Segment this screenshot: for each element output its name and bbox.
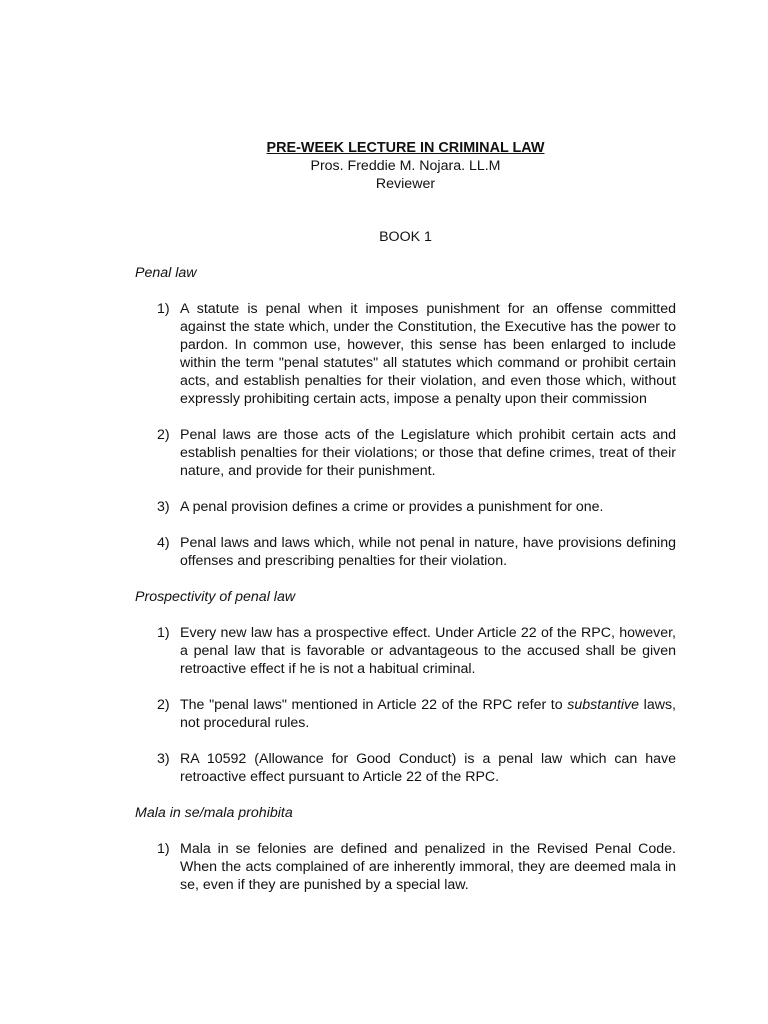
list-text-part: laws, not procedural rules. (180, 697, 676, 731)
list-number: 2) (157, 427, 170, 443)
document-author: Pros. Freddie M. Nojara. LL.M (310, 158, 501, 174)
section-heading-mala-in-se: Mala in se/mala prohibita (135, 805, 293, 821)
list-number: 1) (157, 625, 170, 641)
list-text: RA 10592 (Allowance for Good Conduct) is a penal law which can have retroactive effect pursuant to Article 22 of the RPC. (180, 751, 676, 785)
list-text: Mala in se felonies are defined and penalized in the Revised Penal Code. When the acts complained of are inherently immoral, they are deemed mala in se, even if they are punished by a special law. (180, 841, 676, 893)
list-text (180, 696, 676, 732)
list-text: A statute is penal when it imposes punishment for an offense committed against the state which, under the Constitution, the Executive has the power to pardon. In common use, however, this sense has been enlarged to include within the term "penal statutes" all statutes which command or prohibit certain acts, and establish penalties for their violation, and even those which, without expressly prohibiting certain acts, impose a penalty upon their commission (180, 301, 676, 407)
list-number: 3) (157, 499, 170, 515)
book-heading: BOOK 1 (379, 229, 432, 245)
list-text: Penal laws are those acts of the Legislature which prohibit certain acts and establish penalties for their violations; or those that define crimes, treat of their nature, and provide for their punishment. (180, 427, 676, 479)
list-text-part: The "penal laws" mentioned in Article 22 of the RPC refer to (180, 697, 568, 713)
list-text: Penal laws and laws which, while not penal in nature, have provisions defining offenses and prescribing penalties for their violation. (180, 535, 676, 569)
list-text: Every new law has a prospective effect. Under Article 22 of the RPC, however, a penal law that is favorable or advantageous to the accused shall be given retroactive effect if he is not a habitual criminal. (180, 625, 676, 677)
list-number: 4) (157, 535, 170, 551)
document-subtitle: Reviewer (375, 176, 436, 192)
list-item (135, 300, 676, 408)
list-number: 2) (157, 697, 170, 713)
list-item (135, 750, 676, 786)
section-list-penal-law (135, 300, 676, 570)
list-number: 1) (157, 841, 170, 857)
section-heading-prospectivity: Prospectivity of penal law (135, 589, 296, 605)
list-item (135, 624, 676, 678)
list-item (135, 534, 676, 570)
list-item (135, 840, 676, 894)
document-title: PRE-WEEK LECTURE IN CRIMINAL LAW (266, 140, 545, 156)
list-item (135, 696, 676, 732)
list-text: A penal provision defines a crime or provides a punishment for one. (180, 499, 604, 515)
section-heading-penal-law: Penal law (135, 265, 197, 281)
section-list-mala-in-se (135, 840, 676, 894)
document-header (135, 139, 676, 193)
list-number: 3) (157, 751, 170, 767)
list-item (135, 498, 676, 516)
list-text-emphasis: substantive (567, 697, 640, 713)
list-item (135, 426, 676, 480)
list-number: 1) (157, 301, 170, 317)
section-list-prospectivity (135, 624, 676, 786)
